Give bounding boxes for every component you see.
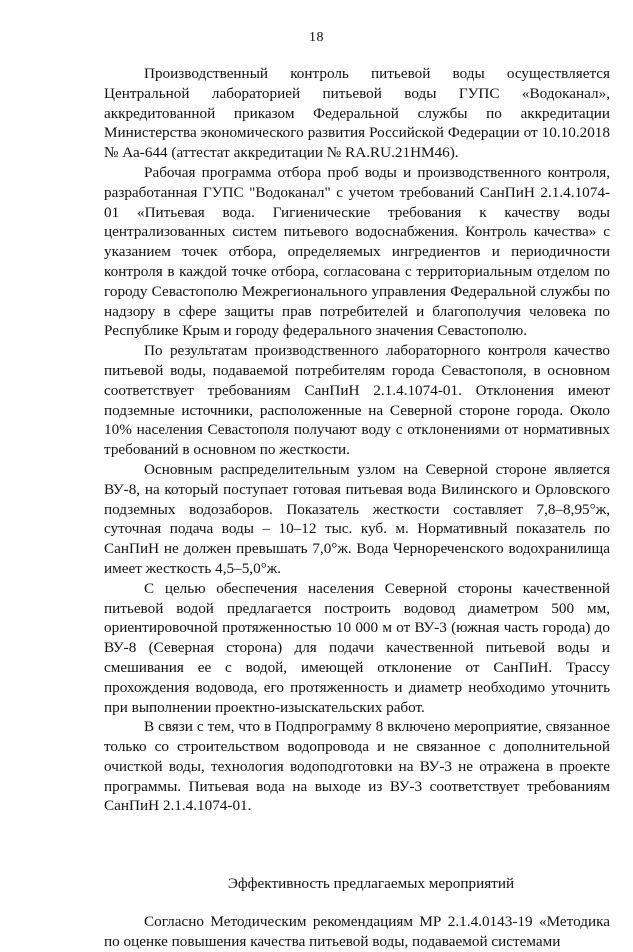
page-number: 18 [309,30,324,45]
paragraph-distribution-node: Основным распределительным узлом на Северной стороне является ВУ-8, на который поступает готовая питьевая вода Вилинского и Орловского подземных водозаборов. Показатель жесткости составляет 7,8–8,95°ж, суточная подача воды – 10–12 тыс. куб. м. Нормативный показатель по СанПиН не должен превышать 7,0°ж. Вода Чернореченского водохранилища имеет жесткость 4,5–5,0°ж. [104,460,610,577]
paragraph-water-pipeline: С целью обеспечения населения Северной стороны качественной питьевой водой предлагается построить водовод диаметром 500 мм, ориентировочной протяженностью 10 000 м от ВУ-3 (южная часть города) до ВУ-8 (Северная сторона) для подачи качественной питьевой воды и смешивания ее с водой, имеющей отклонение от СанПиН. Трассу прохождения водовода, его протяженность и диаметр необходимо уточнить при выполнении проектно-изыскательских работ. [104,579,610,716]
paragraph-sampling-program: Рабочая программа отбора проб воды и производственного контроля, разработанная ГУПС "Водоканал" с учетом требований СанПиН 2.1.4.1074-01 «Питьевая вода. Гигиенические требования к качеству воды централизованных систем питьевого водоснабжения. Контроль качества» с указанием точек отбора, определяемых ингредиентов и периодичности контроля в каждой точке отбора, согласована с территориальным отделом по городу Севастополю Межрегионального управления Федеральной службы по надзору в сфере защиты прав потребителей и благополучия человека по Республике Крым и городу федерального значения Севастополю. [104,163,610,340]
paragraph-subprogram-8: В связи с тем, что в Подпрограмму 8 включено мероприятие, связанное только со строительством водопровода и не связанное с дополнительной очисткой воды, технология водоподготовки на ВУ-3 не отражена в проекте программы. Питьевая вода на выходе из ВУ-3 соответствует требованиям СанПиН 2.1.4.1074-01. [104,718,610,815]
section-heading: Эффективность предлагаемых мероприятий [227,875,515,893]
page-body [104,64,610,952]
paragraph-control-results: По результатам производственного лабораторного контроля качество питьевой воды, подаваемой потребителям города Севастополя, в основном соответствует требованиям СанПиН 2.1.4.1074-01. Отклонения имеют подземные источники, расположенные на Северной стороне города. Около 10% населения Севастополя получают воду с отклонениями от нормативных требований в основном по жесткости. [104,342,610,459]
paragraph-methodical-recommendations: Согласно Методическим рекомендациям МР 2.1.4.0143-19 «Методика по оценке повышения качества питьевой воды, подаваемой системами [104,913,610,950]
paragraph-production-control: Производственный контроль питьевой воды осуществляется Центральной лабораторией питьевой воды ГУПС «Водоканал», аккредитованной приказом Федеральной службы по аккредитации Министерства экономического развития Российской Федерации от 10.10.2018 № Аа-644 (аттестат аккредитации № RA.RU.21HM46). [104,65,610,162]
